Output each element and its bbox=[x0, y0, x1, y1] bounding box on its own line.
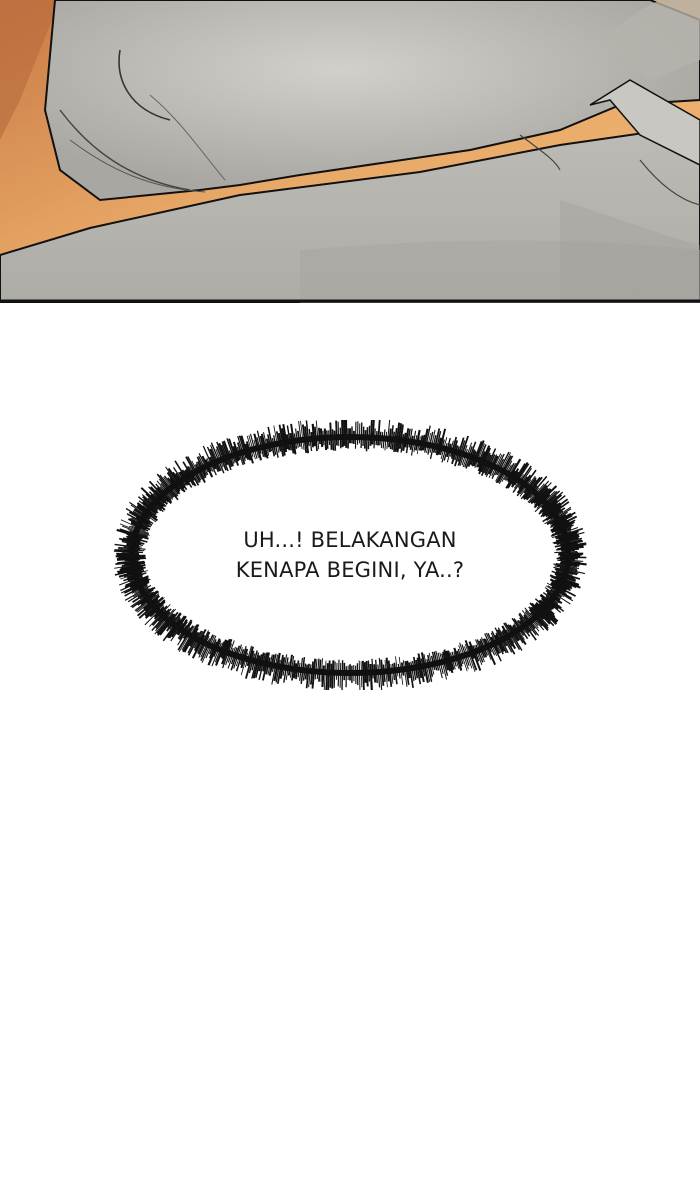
bubble-text bbox=[110, 420, 590, 690]
bubble-line-2: KENAPA BEGINI, YA..? bbox=[235, 558, 465, 582]
speech-bubble bbox=[110, 420, 590, 690]
panel-illustration bbox=[0, 0, 700, 303]
art-panel bbox=[0, 0, 700, 303]
bubble-line-1: UH...! BELAKANGAN bbox=[243, 528, 457, 552]
